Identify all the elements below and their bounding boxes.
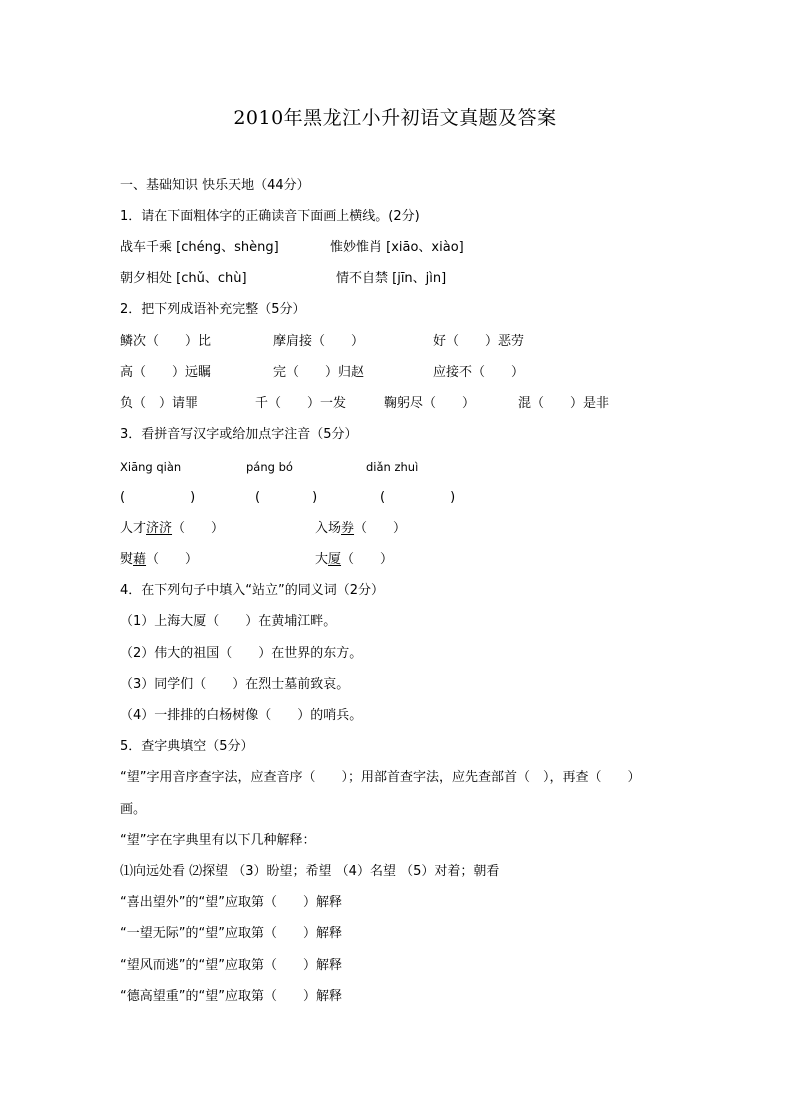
- question-3-heading: 3．看拼音写汉字或给加点字注音（5分）: [120, 427, 358, 442]
- q1-item: 朝夕相处 [chǔ、chù]: [120, 271, 247, 286]
- annotate-item: 入场券（ ）: [315, 521, 407, 536]
- q1-item: 战车千乘 [chéng、shèng]: [120, 240, 279, 255]
- q5-paragraph: “望”字用音序查字法，应查音序（ ）；用部首查字法，应先查部首（ ），再查（ ）: [120, 770, 641, 785]
- idiom-item: 应接不（ ）: [433, 365, 525, 380]
- answer-blank: ( ): [380, 490, 456, 505]
- q5-item: “德高望重”的“望”应取第（ ）解释: [120, 989, 342, 1004]
- idiom-item: 鳞次（ ）比: [120, 334, 212, 349]
- idiom-item: 摩肩接（ ）: [273, 334, 365, 349]
- idiom-item: 高（ ）远瞩: [120, 365, 212, 380]
- idiom-item: 千（ ）一发: [255, 396, 347, 411]
- dotted-chars: 济济: [146, 521, 173, 536]
- sentence-item: （3）同学们（ ）在烈士墓前致哀。: [120, 677, 350, 692]
- idiom-item: 好（ ）恶劳: [433, 334, 525, 349]
- sentence-item: （1）上海大厦（ ）在黄埔江畔。: [120, 614, 337, 629]
- annotate-item: 熨藉（ ）: [120, 552, 199, 567]
- page-title: 2010年黑龙江小升初语文真题及答案: [233, 107, 557, 129]
- dotted-chars: 厦: [328, 552, 342, 567]
- annotate-item: 大厦（ ）: [315, 552, 394, 567]
- dotted-chars: 券: [341, 521, 355, 536]
- annotate-item: 人才济济（ ）: [120, 521, 225, 536]
- question-1-heading: 1．请在下面粗体字的正确读音下面画上横线。(2分): [120, 209, 420, 224]
- pinyin-prompt: Xiāng qiàn: [120, 460, 182, 474]
- question-4-heading: 4．在下列句子中填入“站立”的同义词（2分）: [120, 583, 385, 598]
- q5-paragraph-cont: 画。: [120, 802, 147, 817]
- q5-definitions: ⑴向远处看 ⑵探望 （3）盼望；希望 （4）名望 （5）对着；朝看: [120, 864, 500, 879]
- q5-item: “一望无际”的“望”应取第（ ）解释: [120, 926, 342, 941]
- q5-item: “喜出望外”的“望”应取第（ ）解释: [120, 895, 342, 910]
- q5-item: “望风而逃”的“望”应取第（ ）解释: [120, 958, 342, 973]
- pinyin-prompt: diǎn zhuì: [366, 460, 419, 474]
- q5-intro: “望”字在字典里有以下几种解释：: [120, 833, 316, 848]
- question-2-heading: 2．把下列成语补充完整（5分）: [120, 302, 306, 317]
- idiom-item: 完（ ）归赵: [273, 365, 365, 380]
- pinyin-prompt: páng bó: [246, 460, 293, 474]
- sentence-item: （4）一排排的白杨树像（ ）的哨兵。: [120, 708, 363, 723]
- section-heading: 一、基础知识 快乐天地（44分）: [120, 178, 310, 193]
- idiom-item: 负（ ）请罪: [120, 396, 199, 411]
- sentence-item: （2）伟大的祖国（ ）在世界的东方。: [120, 646, 363, 661]
- q1-item: 惟妙惟肖 [xiāo、xiào]: [330, 240, 464, 255]
- idiom-item: 鞠躬尽（ ）: [384, 396, 476, 411]
- idiom-item: 混（ ）是非: [518, 396, 610, 411]
- question-5-heading: 5．查字典填空（5分）: [120, 739, 254, 754]
- answer-blank: ( ): [120, 490, 196, 505]
- q1-item: 情不自禁 [jīn、jìn]: [336, 271, 447, 286]
- dotted-chars: 藉: [133, 552, 147, 567]
- answer-blank: ( ): [255, 490, 318, 505]
